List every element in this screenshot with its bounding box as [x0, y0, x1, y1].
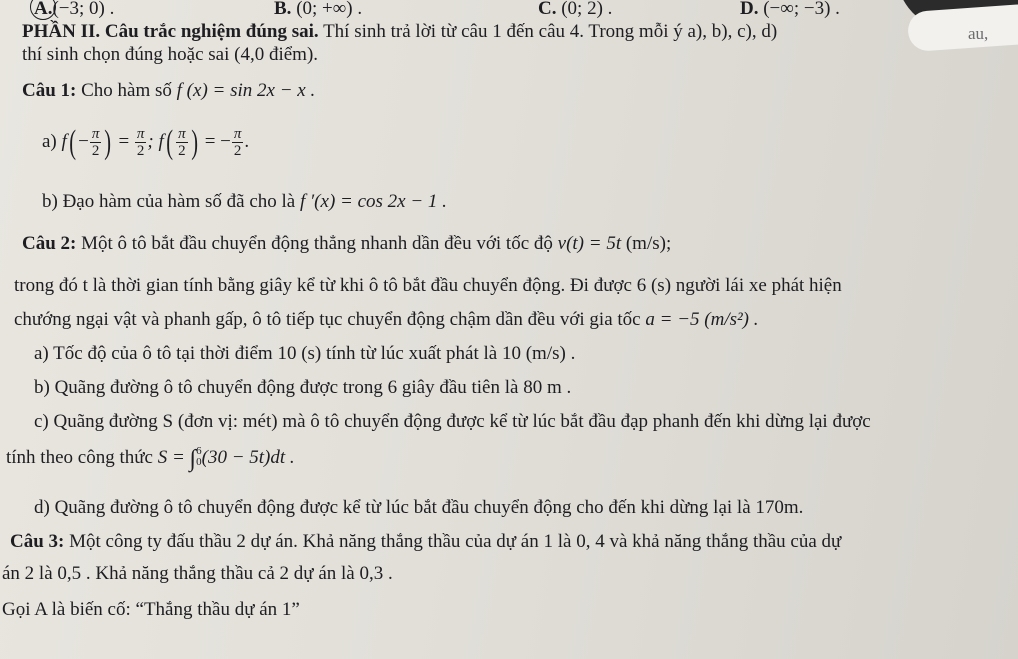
option-c-label: C. [538, 0, 557, 19]
q2-velocity: v(t) = 5t [557, 233, 622, 254]
option-d [740, 0, 840, 20]
q3-label: Câu 3: [10, 531, 65, 552]
q1-a-dot: . [244, 131, 250, 152]
q2-stem: Một ô tô bắt đầu chuyển động thẳng nhanh dần đều với tốc độ [76, 233, 558, 254]
option-b [274, 0, 362, 20]
part2-intro: Thí sinh trả lời từ câu 1 đến câu 4. Trong mỗi ý a), b), c), d) [318, 21, 778, 42]
q1-a-frac1: $\frac{\pi}{2}$ [91, 126, 100, 160]
q1-a-eq2: = [204, 131, 216, 152]
q2-c-S: S = [157, 447, 185, 468]
option-d-label: D. [740, 0, 759, 19]
part2-heading: PHẦN II. Câu trắc nghiệm đúng sai. [22, 21, 319, 42]
q1-a-neg2: − [220, 131, 231, 152]
part2-intro-tail: au, [968, 24, 989, 43]
q1-a-semi: ; f [147, 131, 164, 152]
q2-line3 [14, 308, 759, 332]
q2-b: b) Quãng đường ô tô chuyển động được trong 6 giây đầu tiên là 80 m . [34, 377, 572, 398]
q2-stem-line [22, 232, 671, 256]
option-a [34, 0, 114, 20]
option-c [538, 0, 612, 20]
q1-b-text: b) Đạo hàm của hàm số đã cho là [42, 191, 300, 212]
q1-a-f1: f [61, 131, 67, 152]
option-a-label: A. [34, 0, 53, 19]
option-d-value: (−∞; −3) . [763, 0, 840, 19]
q1-a-label: a) [42, 131, 57, 152]
q1-function: f (x) = sin 2x − x . [176, 80, 316, 101]
q3-line3: Gọi A là biến cố: “Thắng thầu dự án 1” [2, 599, 300, 620]
q1-b-math: f ′(x) = cos 2x − 1 . [300, 191, 447, 212]
q3-line1-text: Một công ty đấu thầu 2 dự án. Khả năng thắng thầu của dự án 1 là 0, 4 và khả năng thắng thầu của dự [64, 531, 842, 552]
q3-line2: án 2 là 0,5 . Khả năng thắng thầu cả 2 dự án là 0,3 . [2, 563, 393, 584]
q2-line3-text: chướng ngại vật và phanh gấp, ô tô tiếp tục chuyển động chậm dần đều với gia tốc [14, 309, 646, 330]
q1-a-eq1: = [118, 131, 130, 152]
q2-accel: a = −5 (m/s²) . [645, 309, 759, 330]
q2-unit: (m/s); [621, 233, 672, 254]
q1-b-line [42, 190, 447, 214]
q1-a-frac3: $\frac{\pi}{2}$ [178, 126, 186, 160]
q2-c1: c) Quãng đường S (đơn vị: mét) mà ô tô chuyển động được kể từ lúc bắt đầu đạp phanh đến khi dừng lại được [34, 411, 871, 432]
q2-d: d) Quãng đường ô tô chuyển động được kể từ lúc bắt đầu chuyển động cho đến khi dừng lại là 170m. [34, 497, 804, 518]
option-c-value: (0; 2) . [561, 0, 613, 19]
q2-label: Câu 2: [22, 233, 77, 254]
q2-c2-text: tính theo công thức [6, 447, 158, 468]
q2-integral-sign: ∫ [189, 446, 197, 472]
part2-intro2: thí sinh chọn đúng hoặc sai (4,0 điểm). [22, 44, 319, 65]
q2-c2-line [6, 446, 295, 471]
q1-a-frac4: $\frac{\pi}{2}$ [233, 126, 242, 160]
q1-a-neg: − [78, 131, 89, 152]
q2-line2: trong đó t là thời gian tính bằng giây kể từ khi ô tô bắt đầu chuyển động. Đi được 6 (s) người lái xe phát hiện [14, 275, 842, 296]
option-b-label: B. [274, 0, 292, 19]
q2-a: a) Tốc độ của ô tô tại thời điểm 10 (s) tính từ lúc xuất phát là 10 (m/s) . [34, 343, 576, 364]
q1-stem: Cho hàm số [76, 80, 177, 101]
q2-integral-lower: 0 [196, 456, 202, 468]
option-a-value: (−3; 0) . [52, 0, 115, 19]
part2-heading-line [22, 20, 952, 44]
q1-stem-line [22, 79, 315, 103]
q2-integrand: (30 − 5t)dt . [201, 447, 295, 468]
q1-a-frac2: $\frac{\pi}{2}$ [136, 126, 145, 160]
q1-label: Câu 1: [22, 80, 77, 101]
q3-line1 [10, 530, 841, 554]
q1-a-line: a) f( − $\frac{\pi}{2}$ ) = $\frac{\pi}{2}$ ; f( $\frac{\pi}{2}$ ) = − $\frac{\pi}{2}$ . [42, 123, 250, 161]
q2-integral-upper: 6 [196, 445, 202, 457]
option-b-value: (0; +∞) . [296, 0, 363, 19]
